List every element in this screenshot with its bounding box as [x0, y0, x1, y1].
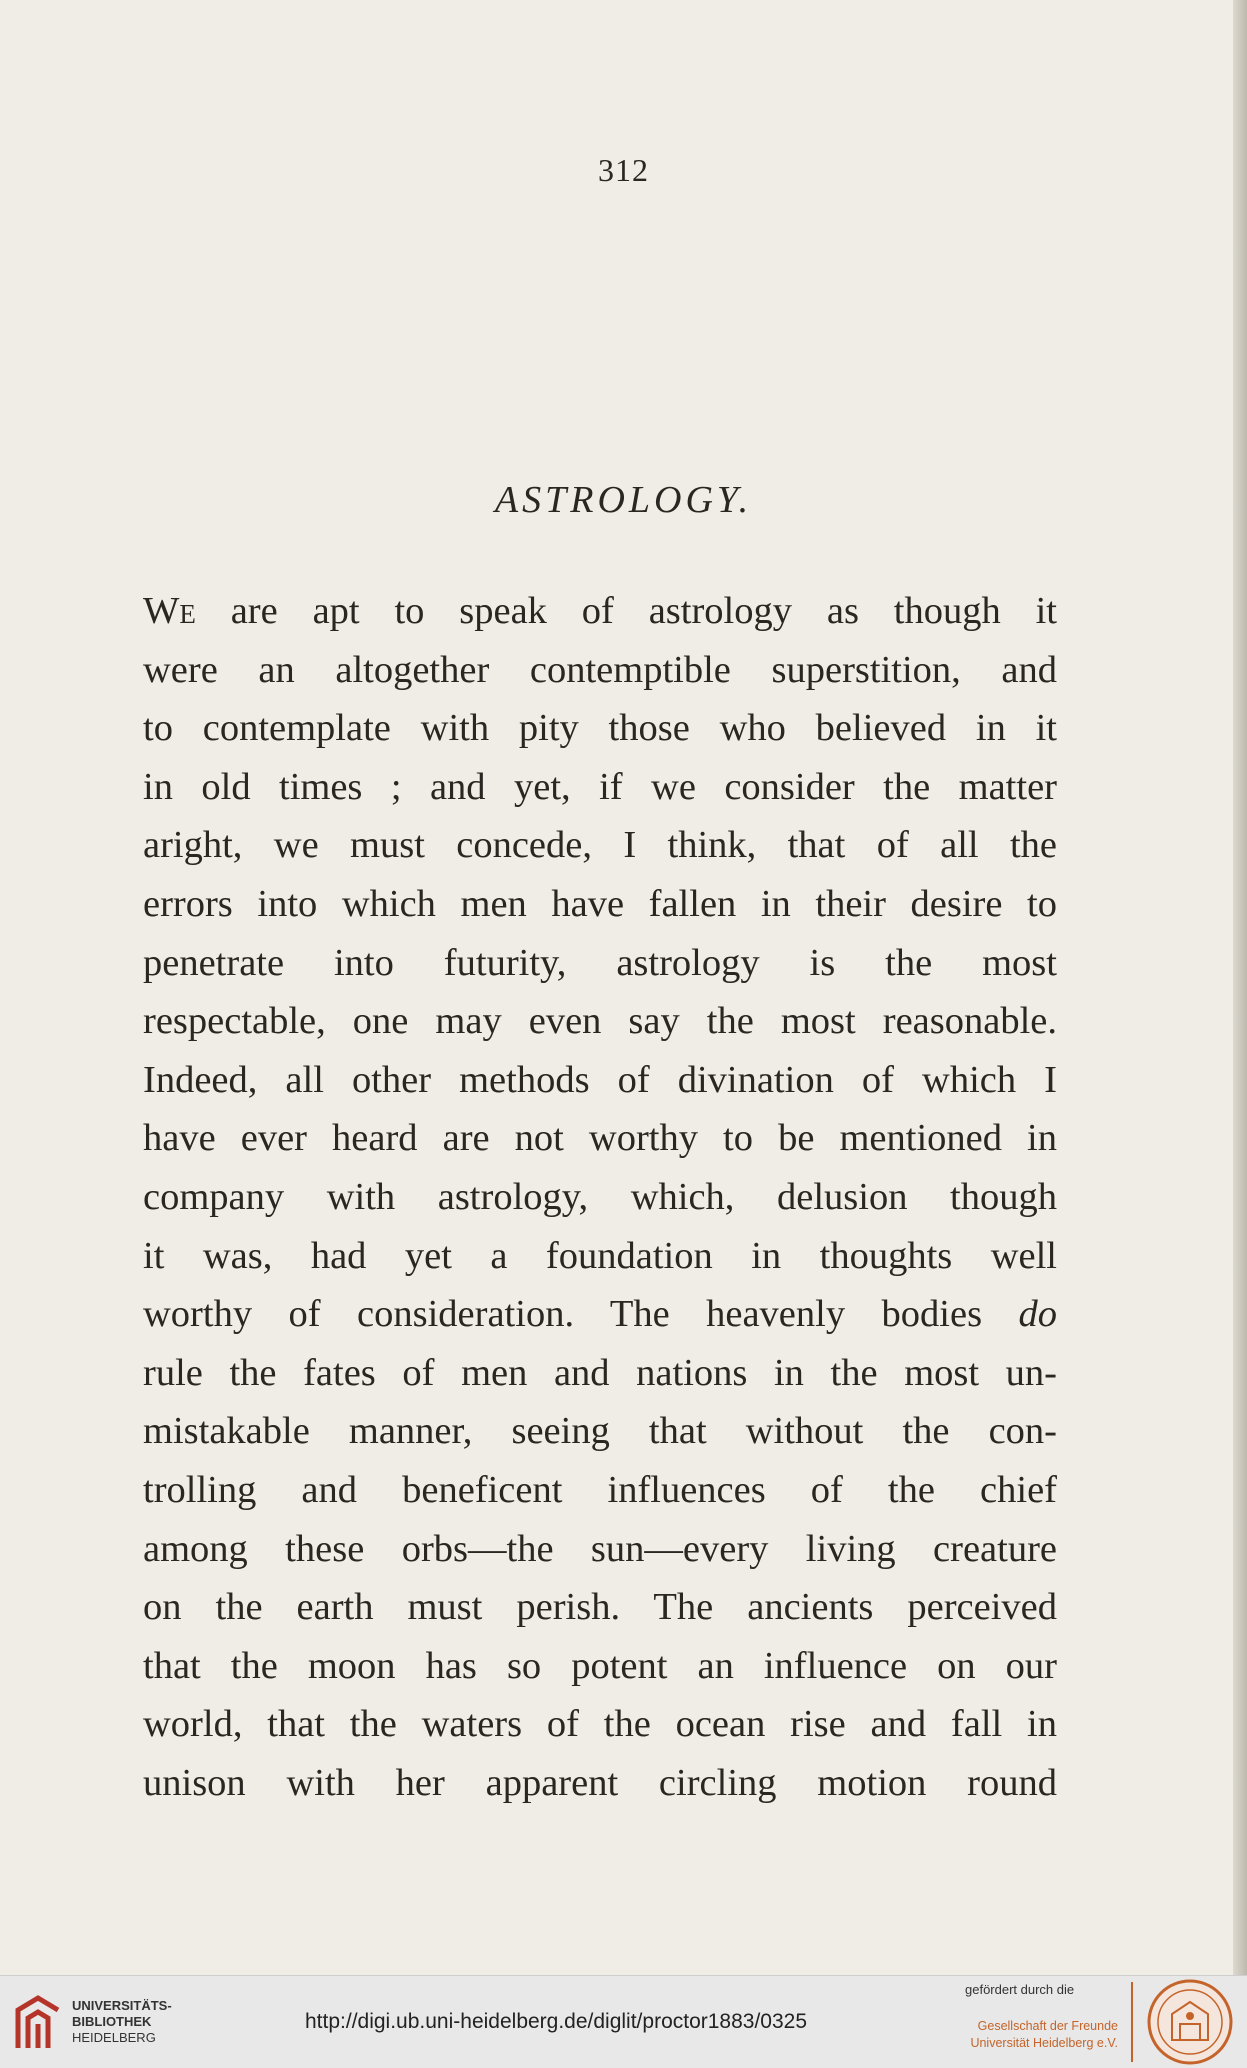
- library-name: UNIVERSITÄTS- BIBLIOTHEK HEIDELBERG: [72, 1998, 172, 2045]
- text-line: worthy of consideration. The heavenly bodies do: [143, 1293, 1058, 1336]
- text-line: have ever heard are not worthy to be mentioned in: [143, 1117, 1057, 1160]
- text-line: on the earth must perish. The ancients perceived: [143, 1586, 1057, 1629]
- library-logo-icon: [12, 1994, 64, 2054]
- university-seal-icon: [1146, 1978, 1234, 2066]
- text-line: that the moon has so potent an influence on our: [143, 1644, 1057, 1687]
- page-edge: [1233, 0, 1247, 1975]
- text-line: in old times ; and yet, if we consider the matter: [143, 765, 1057, 808]
- page-number: 312: [598, 152, 649, 188]
- text-line: unison with her apparent circling motion round: [143, 1761, 1057, 1804]
- text-line: company with astrology, which, delusion though: [143, 1175, 1057, 1218]
- chapter-title: ASTROLOGY.: [494, 479, 753, 521]
- digitization-footer: [0, 1975, 1247, 2068]
- text-line: were an altogether contemptible superstition, and: [143, 648, 1057, 691]
- text-line: trolling and beneficent influences of the chief: [143, 1468, 1057, 1511]
- text-line: world, that the waters of the ocean rise and fall in: [143, 1703, 1057, 1746]
- text-line: to contemplate with pity those who believed in it: [143, 707, 1057, 750]
- text-line: aright, we must concede, I think, that of all the: [143, 824, 1057, 867]
- text-line: We are apt to speak of astrology as though it: [143, 590, 1057, 632]
- text-line: it was, had yet a foundation in thoughts well: [143, 1234, 1057, 1277]
- lead-smallcaps: We: [143, 590, 196, 632]
- text-line: errors into which men have fallen in their desire to: [143, 882, 1057, 925]
- permalink-url[interactable]: http://digi.ub.uni-heidelberg.de/diglit/proctor1883/0325: [305, 2010, 808, 2033]
- italic-emphasis: do: [1018, 1293, 1058, 1336]
- text-line: respectable, one may even say the most reasonable.: [143, 1000, 1057, 1043]
- text-line: among these orbs—the sun—every living creature: [143, 1527, 1057, 1570]
- text-line: penetrate into futurity, astrology is the most: [143, 941, 1057, 984]
- text-line: mistakable manner, seeing that without the con-: [143, 1410, 1057, 1453]
- body-text: [143, 582, 1057, 1812]
- text-line: rule the fates of men and nations in the most un-: [143, 1351, 1057, 1394]
- text-line: Indeed, all other methods of divination of which I: [143, 1058, 1057, 1101]
- sponsor-divider: [1131, 1982, 1133, 2062]
- sponsor-caption: gefördert durch die: [965, 1982, 1075, 1997]
- sponsor-name: Gesellschaft der Freunde Universität Heidelberg e.V.: [970, 2019, 1118, 2050]
